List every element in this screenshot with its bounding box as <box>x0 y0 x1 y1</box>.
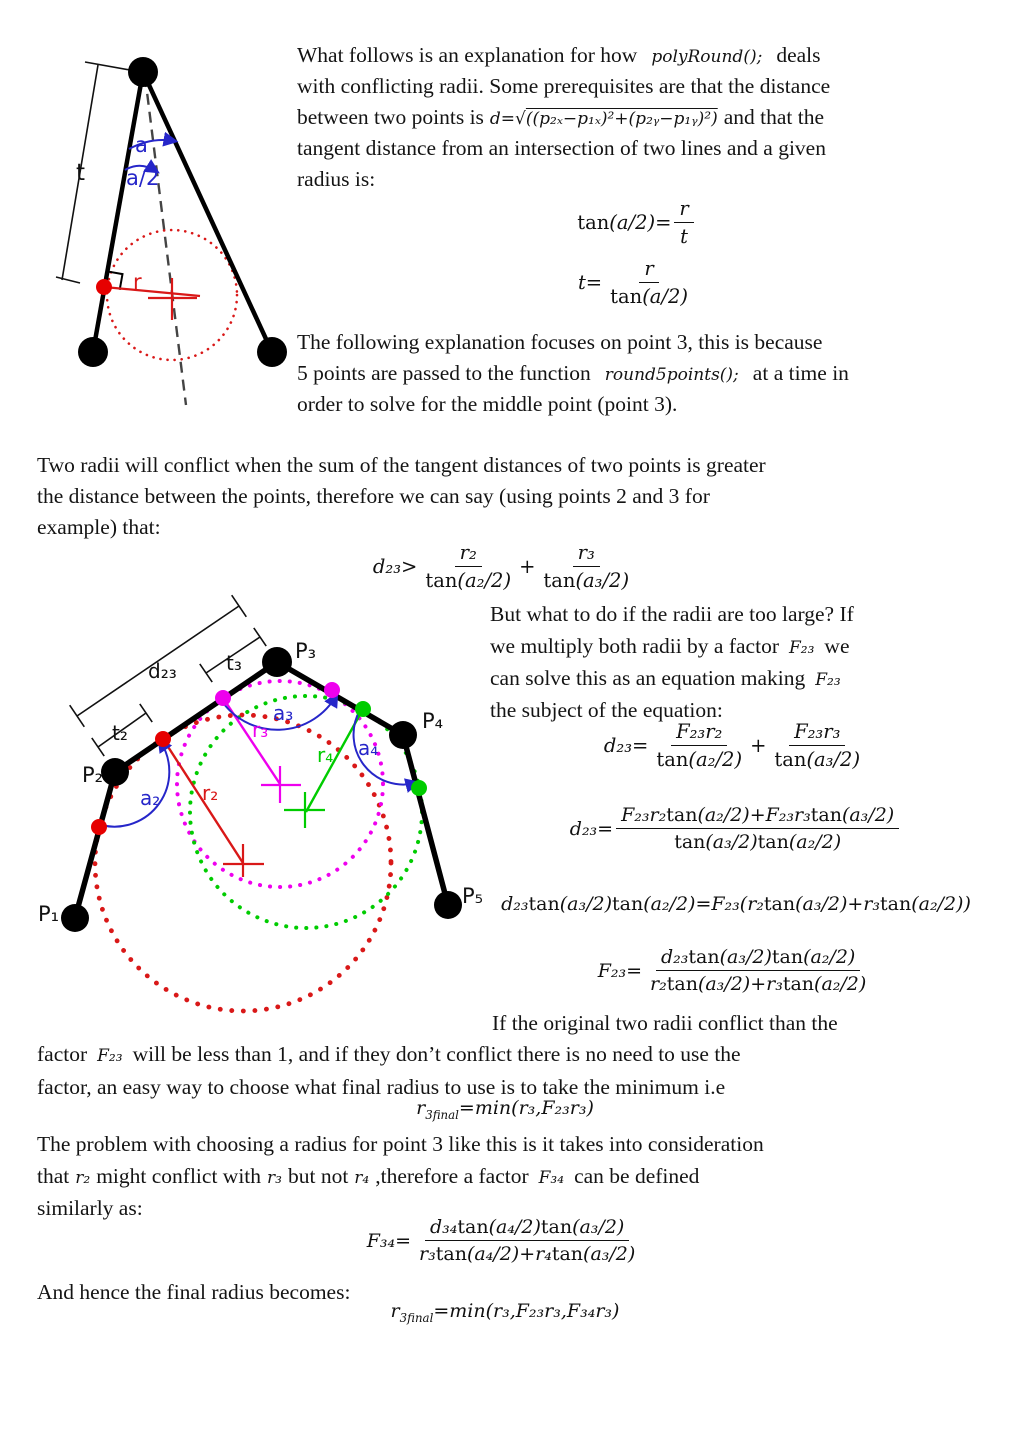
paragraph-factor <box>490 598 854 726</box>
r2-var: r₂ <box>75 1168 91 1188</box>
polygon-path <box>75 662 448 918</box>
label-r: r <box>133 270 142 294</box>
text-line: factor, an easy way to choose what final radius to use is to take the minimum i.e <box>37 1075 726 1099</box>
corner-legs <box>93 72 272 352</box>
label-p2: P₂ <box>82 763 104 787</box>
equation-tangent-basics <box>297 197 977 308</box>
text-line: The problem with choosing a radius for point 3 like this is it takes into consideration <box>37 1132 764 1156</box>
label-r4: r₄ <box>317 743 334 767</box>
text-line: If the original two radii conflict than the <box>492 1011 838 1035</box>
label-a4: a₄ <box>358 736 379 760</box>
text-line: tangent distance from an intersection of two lines and a given <box>297 136 826 160</box>
equation-line: d₂₃> $\frac{\text{r₂}}{\text{tan(a₂/2)}}$ + $\frac{\text{r₃}}{\text{tan(a₃/2)}}$ <box>372 541 630 592</box>
left-end-point <box>78 337 108 367</box>
label-a3: a₃ <box>273 701 294 725</box>
label-p4: P₄ <box>422 709 444 733</box>
equation-f23 <box>490 946 982 995</box>
equation-line: t= $\frac{r}{\tan(a/2)}$ <box>577 257 689 308</box>
r2-center-cross <box>223 844 264 877</box>
label-p3: P₃ <box>295 639 317 663</box>
equation-r3final-full <box>37 1300 973 1325</box>
text-line: example) that: <box>37 515 161 539</box>
label-d23: d₂₃ <box>148 659 177 683</box>
label-p1: P₁ <box>38 902 60 926</box>
paragraph-intro <box>297 40 830 195</box>
equation-d23-combined <box>490 804 982 853</box>
f23-var: F₂₃ <box>97 1046 123 1066</box>
text-line: between two points is d=√((p₂ₓ−p₁ₓ)²+(p₂ᵧ−p₁ᵧ)²) and that the <box>297 105 825 129</box>
text-line: can solve this as an equation making F₂₃ <box>490 666 841 690</box>
equation-f34 <box>37 1216 973 1265</box>
label-t: t <box>76 160 86 186</box>
f23-var: F₂₃ <box>788 638 815 658</box>
label-a2: a₂ <box>140 786 161 810</box>
equation-d23-inequality <box>37 541 973 592</box>
label-a-half: a/2 <box>126 166 160 190</box>
paragraph-conflict <box>37 450 766 543</box>
f23-var: F₂₃ <box>815 670 841 690</box>
equation-line: d₂₃= $\frac{\text{F₂₃r₂}}{\text{tan(a₂/2)}}$ + $\frac{\text{F₂₃r₃}}{\text{tan(a₃/2)}}$ <box>603 720 861 771</box>
text-line: order to solve for the middle point (point 3). <box>297 392 678 416</box>
text-line: we multiply both radii by a factor F₂₃ we <box>490 634 850 658</box>
paragraph-minimum-intro <box>492 1008 838 1039</box>
tangent-point-red <box>96 279 112 295</box>
paragraph-minimum <box>37 1038 741 1104</box>
text-line: And hence the final radius becomes: <box>37 1280 351 1304</box>
r3-center-cross <box>261 766 301 803</box>
equation-line: d₂₃= $\frac{\text{F₂₃r₂tan(a₂/2)+F₂₃r₃tan(a₃/2)}}{\text{tan(a₃/2)tan(a₂/2)}}$ <box>490 804 982 853</box>
text-line: 5 points are passed to the function round5points(); at a time in <box>297 361 849 385</box>
equation-line: d₂₃tan(a₃/2)tan(a₂/2)=F₂₃(r₂tan(a₃/2)+r₃tan(a₂/2)) <box>501 893 971 915</box>
label-a: a <box>135 133 148 157</box>
text-line: What follows is an explanation for how polyRound(); deals <box>297 43 821 67</box>
paragraph-point3 <box>297 327 849 420</box>
text-line: the subject of the equation: <box>490 698 723 722</box>
equation-line: F₂₃= $\frac{\text{d₂₃tan(a₃/2)tan(a₂/2)}}{\text{r₂tan(a₃/2)+r₃tan(a₂/2)}}$ <box>597 946 867 995</box>
text-line: similarly as: <box>37 1196 143 1220</box>
figure-tangent-diagram <box>30 40 310 420</box>
round5points-function-ref: round5points(); <box>604 365 739 385</box>
f34-var: F₃₄ <box>538 1168 565 1188</box>
text-line: that r₂ might conflict with r₃ but not r₄ ,therefore a factor F₃₄ can be defined <box>37 1164 700 1188</box>
text-line: The following explanation focuses on point 3, this is because <box>297 330 823 354</box>
t-dimension-line <box>56 62 130 283</box>
equation-expanded <box>490 893 982 915</box>
paragraph-f34 <box>37 1128 764 1224</box>
label-t2: t₂ <box>112 721 128 745</box>
text-line: with conflicting radii. Some prerequisites are that the distance <box>297 74 831 98</box>
equation-line: $r_{3final}=\min(r_3,F_{23}r_3,F_{34}r_3)$ <box>390 1300 620 1325</box>
right-end-point <box>257 337 287 367</box>
equation-line: $r_{3final}=\min(r_3,F_{23}r_3)$ <box>416 1097 594 1122</box>
vertex-point <box>128 57 158 87</box>
r3-var: r₃ <box>267 1168 282 1188</box>
label-r3: r₃ <box>252 718 269 742</box>
label-t3: t₃ <box>226 651 242 675</box>
text-line: the distance between the points, therefore we can say (using points 2 and 3 for <box>37 484 710 508</box>
equation-d23-with-factor <box>490 720 982 771</box>
vertex-dots <box>61 647 462 932</box>
text-line: factor F₂₃ will be less than 1, and if they don’t conflict there is no need to use the <box>37 1042 741 1066</box>
figure-polygon-diagram <box>30 590 500 1040</box>
equation-line: F₃₄= $\frac{\text{d₃₄tan(a₄/2)tan(a₃/2)}}{\text{r₃tan(a₄/2)+r₄tan(a₃/2)}}$ <box>366 1216 636 1265</box>
text-line: But what to do if the radii are too large? If <box>490 602 854 626</box>
label-r2: r₂ <box>202 781 219 805</box>
text-line: radius is: <box>297 167 376 191</box>
text-line: Two radii will conflict when the sum of the tangent distances of two points is greater <box>37 453 766 477</box>
label-p5: P₅ <box>462 884 484 908</box>
polyround-function-ref: polyRound(); <box>651 47 763 67</box>
distance-formula-inline: d=√((p₂ₓ−p₁ₓ)²+(p₂ᵧ−p₁ᵧ)²) <box>489 109 718 129</box>
equation-r3final-min <box>37 1097 973 1122</box>
equation-line: tan(a/2)= $\frac{r}{t}$ <box>297 197 977 248</box>
r4-center-cross <box>284 792 325 828</box>
r4-var: r₄ <box>354 1168 370 1188</box>
radius-line-and-center-cross <box>104 278 200 320</box>
